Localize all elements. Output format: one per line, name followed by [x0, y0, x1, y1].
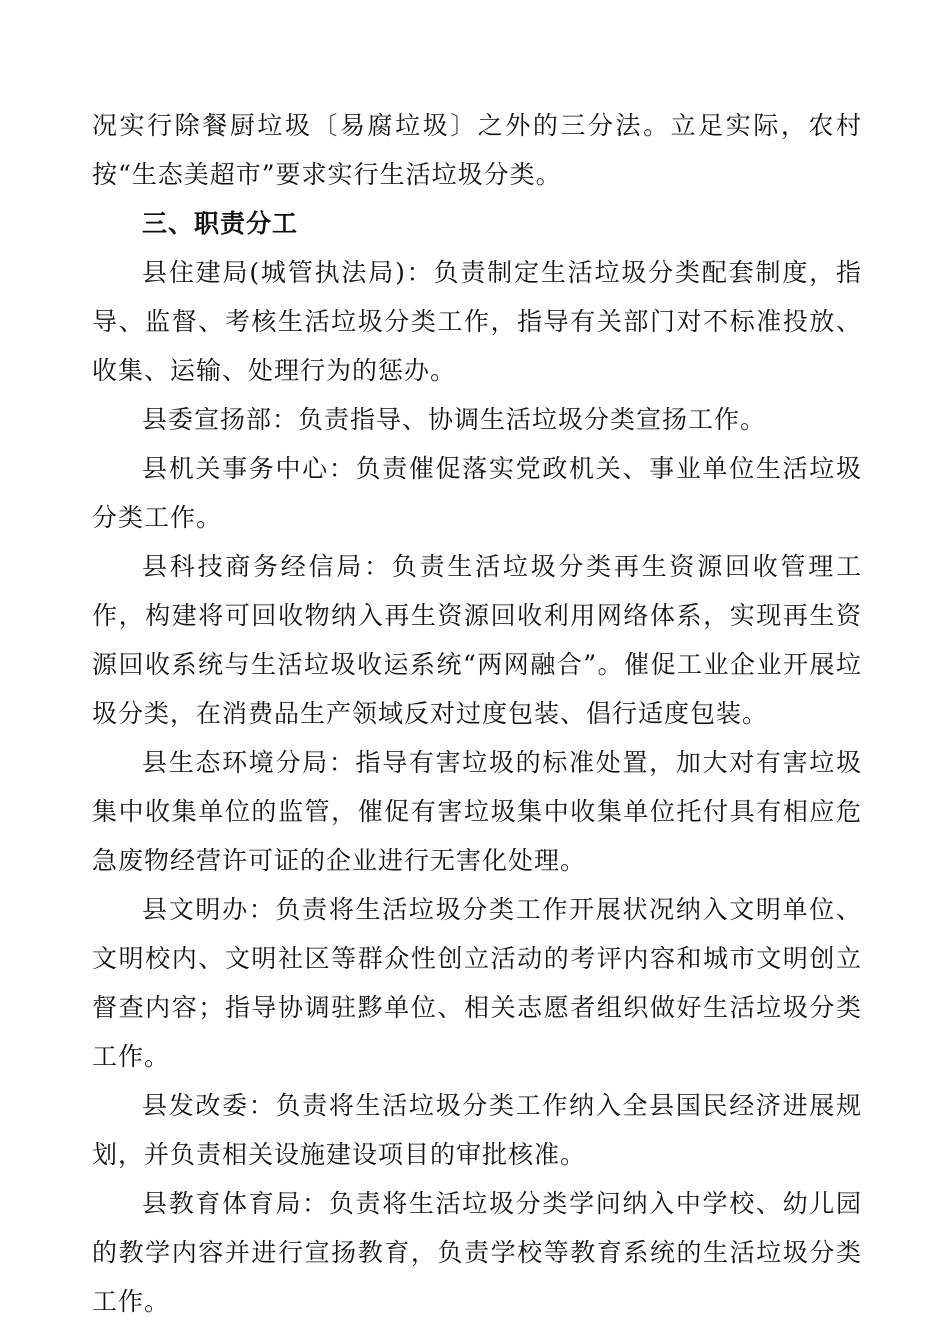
duty-paragraph-civilization-office — [92, 885, 862, 1081]
duty-text: 负责制定生活垃圾分类配套制度，指导、监督、考核生活垃圾分类工作，指导有关部门对不标准投放、收集、运输、处理行为的惩办。 — [92, 258, 862, 385]
document-body — [92, 101, 862, 1326]
duty-text: 负责催促落实党政机关、事业单位生活垃圾分类工作。 — [92, 454, 862, 532]
agency-name: 县住建局(城管执法局)： — [142, 258, 434, 287]
duty-paragraph-education-bureau — [92, 1179, 862, 1326]
duty-text: 负责将生活垃圾分类工作开展状况纳入文明单位、文明校内、文明社区等群众性创立活动的考评内容和城市文明创立督查内容；指导协调驻黟单位、相关志愿者组织做好生活垃圾分类工作。 — [92, 895, 862, 1071]
agency-name: 县委宣扬部： — [142, 405, 299, 434]
duty-text: 负责指导、协调生活垃圾分类宣扬工作。 — [298, 405, 767, 434]
duty-paragraph-commerce-bureau — [92, 542, 862, 738]
duty-paragraph-development-commission — [92, 1081, 862, 1179]
duty-text: 负责将生活垃圾分类学问纳入中学校、幼儿园的教学内容并进行宣扬教育，负责学校等教育系统的生活垃圾分类工作。 — [92, 1189, 862, 1316]
duty-paragraph-ecology-branch — [92, 738, 862, 885]
section-heading: 三、职责分工 — [142, 209, 299, 238]
duty-text: 负责生活垃圾分类再生资源回收管理工作，构建将可回收物纳入再生资源回收利用网络体系，实现再生资源回收系统与生活垃圾收运系统“两网融合”。催促工业企业开展垃圾分类，在消费品生产领域反对过度包装、倡行适度包装。 — [92, 552, 862, 728]
duty-paragraph-housing-bureau — [92, 248, 862, 395]
duty-paragraph-publicity-department — [92, 395, 862, 444]
duty-text: 负责将生活垃圾分类工作纳入全县国民经济进展规划，并负责相关设施建设项目的审批核准。 — [92, 1091, 862, 1169]
agency-name: 县发改委： — [142, 1091, 276, 1120]
agency-name: 县文明办： — [142, 895, 276, 924]
duty-paragraph-affairs-center — [92, 444, 862, 542]
agency-name: 县教育体育局： — [142, 1189, 329, 1218]
agency-name: 县科技商务经信局： — [142, 552, 392, 581]
duty-text: 指导有害垃圾的标准处置，加大对有害垃圾集中收集单位的监管，催促有害垃圾集中收集单位托付具有相应危急废物经营许可证的企业进行无害化处理。 — [92, 748, 862, 875]
agency-name: 县机关事务中心： — [142, 454, 356, 483]
continuation-paragraph: 况实行除餐厨垃圾〔易腐垃圾〕之外的三分法。立足实际，农村按“生态美超市”要求实行生活垃圾分类。 — [92, 111, 862, 189]
agency-name: 县生态环境分局： — [142, 748, 356, 777]
